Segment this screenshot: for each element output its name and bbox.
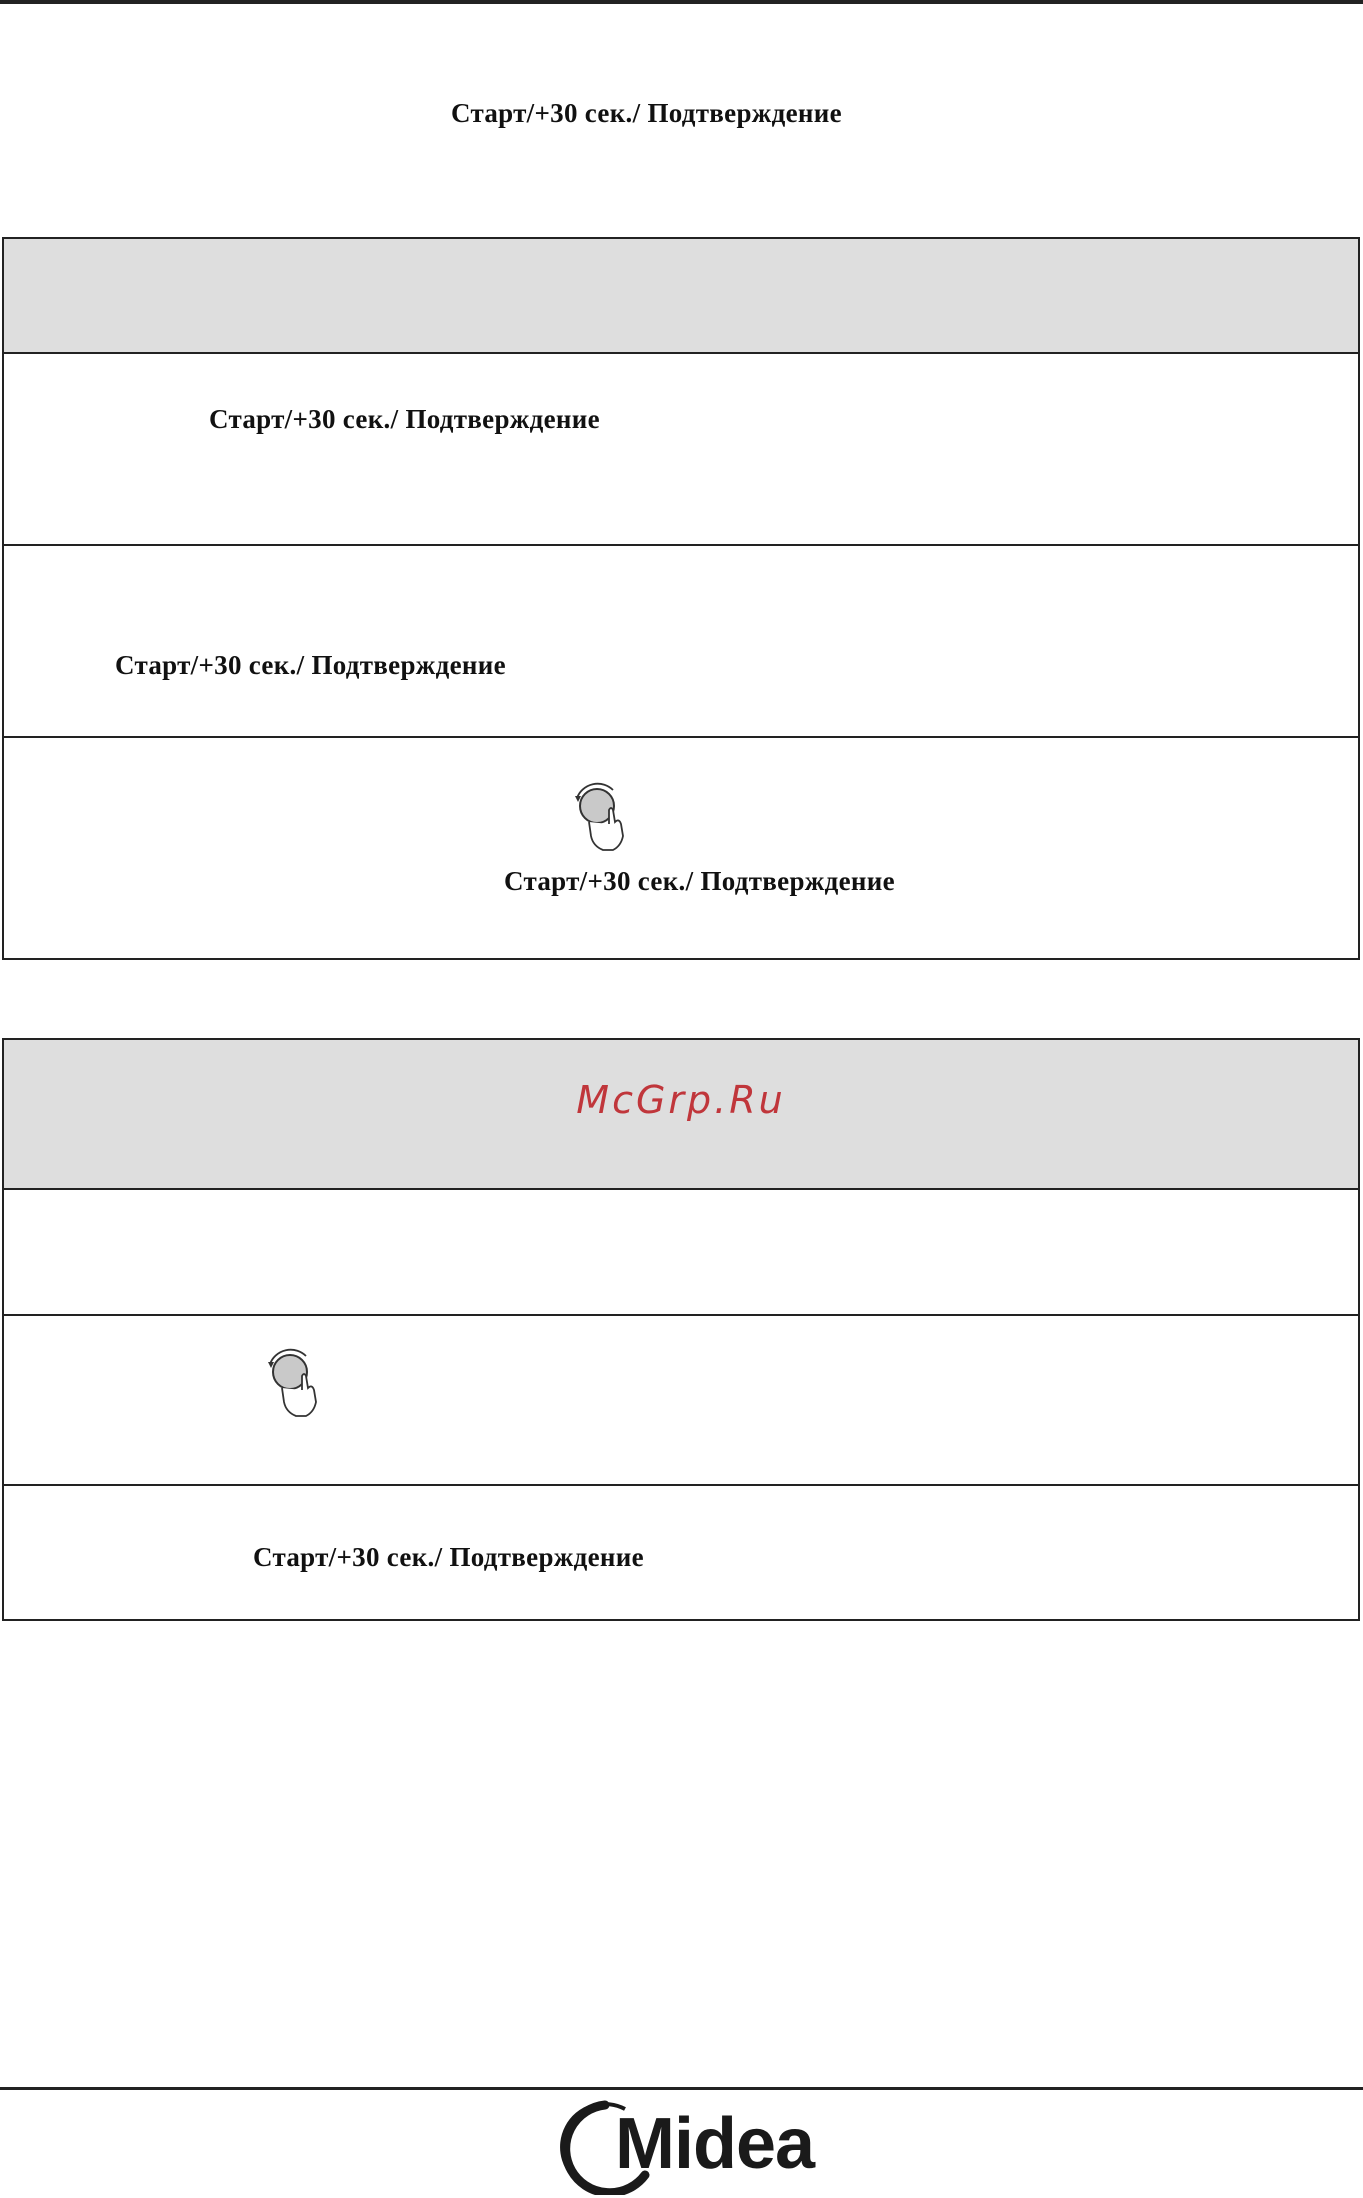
table-2-row-1 [4, 1190, 1358, 1316]
row-1-button-label: Старт/+30 сек./ Подтверждение [209, 404, 600, 434]
table-2-header [4, 1040, 1358, 1190]
table-2-row-3-button-label: Старт/+30 сек./ Подтверждение [253, 1542, 644, 1572]
table-1-row-3 [4, 736, 1358, 958]
watermark-text: McGrp.Ru [576, 1078, 786, 1122]
table-1 [2, 237, 1360, 960]
bottom-rule [0, 2087, 1363, 2090]
knob-turn-icon [262, 1346, 324, 1424]
row-3-button-label: Старт/+30 сек./ Подтверждение [504, 866, 895, 896]
table-2-row-3 [4, 1484, 1358, 1619]
table-1-header [4, 239, 1358, 354]
knob-turn-icon [569, 780, 631, 858]
row-2-button-label: Старт/+30 сек./ Подтверждение [115, 650, 506, 680]
table-1-row-1 [4, 354, 1358, 546]
intro-button-label: Старт/+30 сек./ Подтверждение [451, 98, 842, 128]
table-1-row-2 [4, 546, 1358, 736]
table-2-row-2 [4, 1316, 1358, 1484]
top-rule [0, 0, 1363, 4]
midea-logo-text: Midea [615, 2104, 815, 2184]
table-2 [2, 1038, 1360, 1621]
